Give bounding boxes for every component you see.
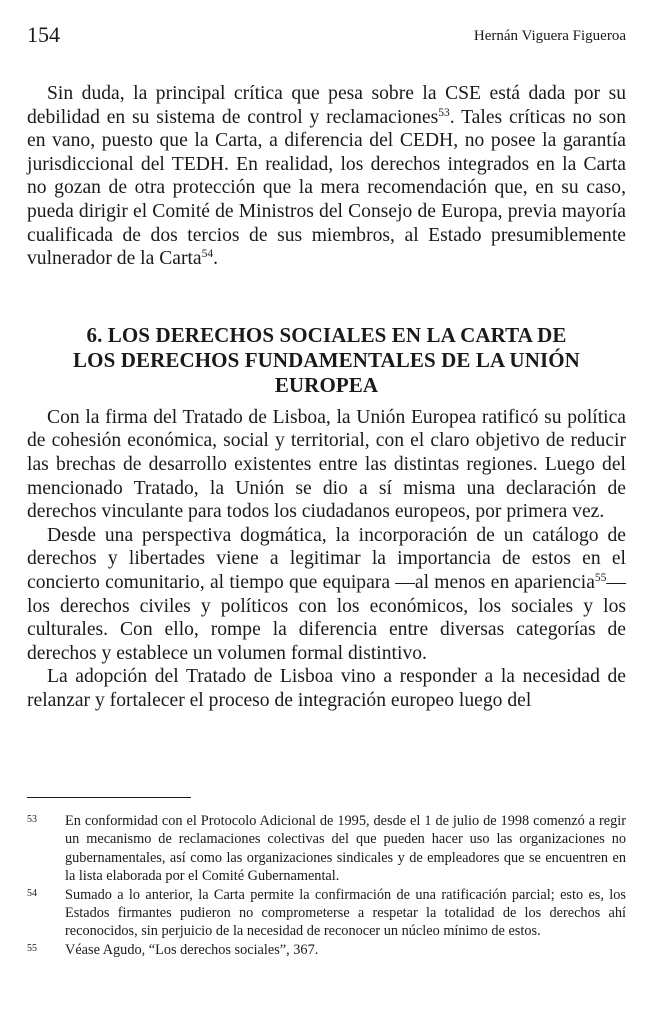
paragraph-text: . Tales críticas no son en vano, puesto que la Carta, a diferencia del CEDH, no posee la garantía jurisdiccional del TEDH. En realidad, los derechos integrados en la Carta no gozan de otra protección que la mera recomendación que, en su caso, pueda dirigir el Comité de Ministros del Consejo de Europa, previa mayoría cualificada de dos tercios de sus miembros, al Estado presumiblemente vulnerador de la Carta [27,106,627,270]
footnote-text: Véase Agudo, “Los derechos sociales”, 367. [65,941,319,958]
footnote-53 [27,812,626,886]
section-heading [27,323,626,398]
footnote-number: 54 [27,887,37,899]
running-head-author: Hernán Viguera Figueroa [473,28,626,44]
paragraph-text: Desde una perspectiva dogmática, la incorporación de un catálogo de derechos y libertades viene a legitimar la importancia de estos en el concierto comunitario, al tiempo que equipara —al menos en apariencia [27,524,626,593]
paragraph-lisbon-treaty: Con la firma del Tratado de Lisboa, la Unión Europea ratificó su política de cohesión económica, social y territorial, con el claro objetivo de reducir las brechas de desarrollo existentes entre las distintas regiones. Luego del mencionado Tratado, la Unión se dio a sí misma una declaración de derechos vinculante para todos los ciudadanos europeos, por primera vez. [27,406,626,523]
footnote-separator [27,797,191,798]
heading-line: LOS DERECHOS FUNDAMENTALES DE LA UNIÓN [73,347,580,372]
footnote-number: 55 [27,942,37,954]
paragraph-cse-critique [27,82,626,271]
paragraph-text: . [213,248,219,270]
footnote-text: En conformidad con el Protocolo Adicional de 1995, desde el 1 de julio de 1998 comenzó a regir un mecanismo de reclamaciones colectivas del que pueden hacer uso las organizaciones no gubernamentales, así como las organizaciones sindicales y de empleadores que se encuentren en la lista elaborada por el Comité Gubernamental. [65,813,626,885]
paragraph-adoption: La adopción del Tratado de Lisboa vino a responder a la necesidad de relanzar y fortalecer el proceso de integración europeo luego del [27,666,626,711]
footnote-ref-53[interactable]: 53 [438,106,450,119]
footnote-54 [27,886,626,941]
footnote-55 [27,941,626,959]
page-header [27,22,626,52]
footnote-ref-55[interactable]: 55 [594,571,607,584]
footnote-text: Sumado a lo anterior, la Carta permite la confirmación de una ratificación parcial; esto es, los Estados firmantes pudieron no comprometerse a respetar la totalidad de los derechos ahí reconocidos, sin perjuicio de la necesidad de reconocer un núcleo mínimo de estos. [65,886,626,940]
heading-line: 6. LOS DERECHOS SOCIALES EN LA CARTA DE [86,322,567,347]
footnote-number: 53 [27,814,37,825]
footnotes [27,812,626,959]
page-number: 154 [27,22,60,47]
footnote-ref-54[interactable]: 54 [201,248,214,261]
paragraph-text: Sin duda, la principal crítica que pesa sobre la CSE está dada por su debilidad en su sistema de control y reclamaciones [27,83,626,128]
paragraph-text: — los derechos civiles y políticos con los económicos, los sociales y los culturales. Con ello, rompe la diferencia entre diversas categorías de derechos y establece un volumen formal distintivo. [27,571,626,664]
heading-line: EUROPEA [274,372,379,397]
spacer [27,271,626,323]
main-text [27,82,626,712]
paragraph-dogmatic-perspective [27,524,626,666]
